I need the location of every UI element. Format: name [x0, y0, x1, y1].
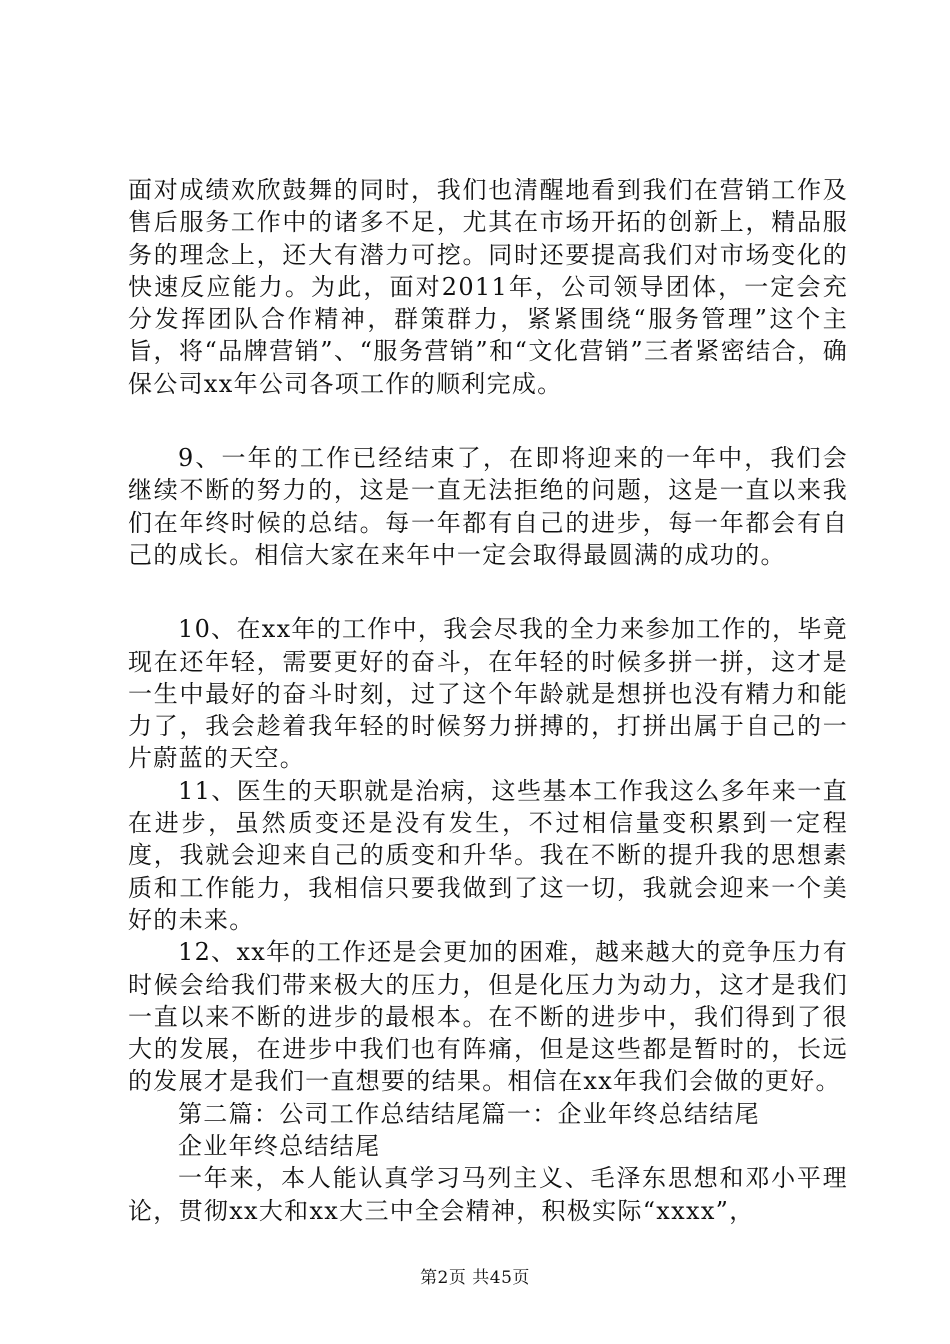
page-number: 第2页 共45页	[420, 1268, 530, 1288]
paragraph-intro: 一年来，本人能认真学习马列主义、毛泽东思想和邓小平理论，贯彻xx大和xx大三中全会精神，积极实际“xxxx”，	[128, 1164, 848, 1225]
section-heading: 第二篇：公司工作总结结尾篇一：企业年终总结结尾	[178, 1099, 760, 1128]
section-subheading: 企业年终总结结尾	[178, 1132, 381, 1161]
paragraph-item-11: 11、医生的天职就是治病，这些基本工作我这么多年来一直在进步，虽然质变还是没有发生，不过相信量变积累到一定程度，我就会迎来自己的质变和升华。我在不断的提升我的思想素质和工作能力，我相信只要我做到了这一切，我就会迎来一个美好的未来。	[128, 776, 848, 934]
paragraph-continuation: 面对成绩欢欣鼓舞的同时，我们也清醒地看到我们在营销工作及售后服务工作中的诸多不足，尤其在市场开拓的创新上，精品服务的理念上，还大有潜力可挖。同时还要提高我们对市场变化的快速反应能力。为此，面对2011年，公司领导团体，一定会充分发挥团队合作精神，群策群力，紧紧围绕“服务管理”这个主旨，将“品牌营销”、“服务营销”和“文化营销”三者紧密结合，确保公司xx年公司各项工作的顺利完成。	[128, 176, 848, 398]
paragraph-item-10: 10、在xx年的工作中，我会尽我的全力来参加工作的，毕竟现在还年轻，需要更好的奋斗，在年轻的时候多拼一拼，这才是一生中最好的奋斗时刻，过了这个年龄就是想拼也没有精力和能力了，我会趁着我年轻的时候努力拼搏的，打拼出属于自己的一片蔚蓝的天空。	[128, 615, 849, 773]
document-body	[128, 174, 848, 1227]
paragraph-item-12: 12、xx年的工作还是会更加的困难，越来越大的竞争压力有时候会给我们带来极大的压力，但是化压力为动力，这才是我们一直以来不断的进步的最根本。在不断的进步中，我们得到了很大的发展，在进步中我们也有阵痛，但是这些都是暂时的，长远的发展才是我们一直想要的结果。相信在xx年我们会做的更好。	[128, 938, 849, 1096]
page-footer	[0, 1268, 950, 1288]
paragraph-item-9: 9、一年的工作已经结束了，在即将迎来的一年中，我们会继续不断的努力的，这是一直无法拒绝的问题，这是一直以来我们在年终时候的总结。每一年都有自己的进步，每一年都会有自己的成长。相信大家在来年中一定会取得最圆满的成功的。	[128, 444, 848, 569]
